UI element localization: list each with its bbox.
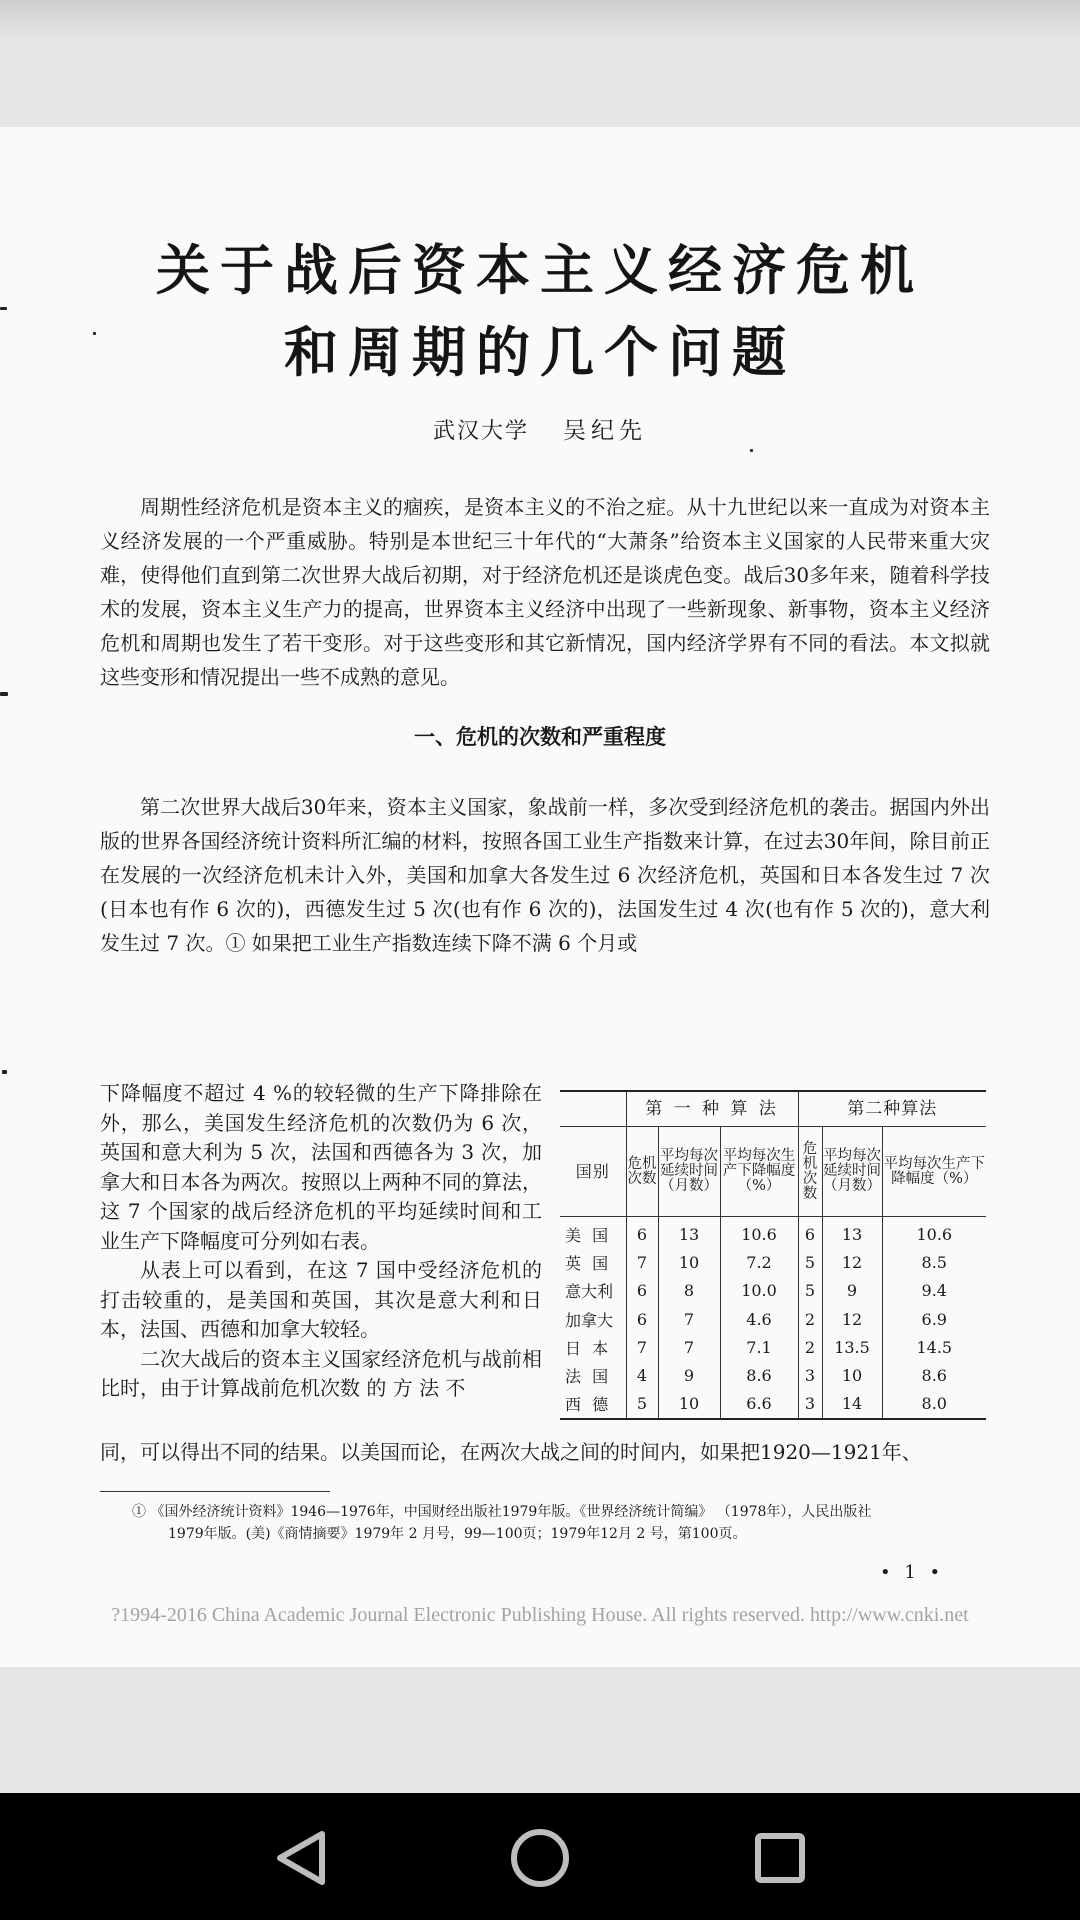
table-group-header: 第二种算法: [798, 1091, 986, 1127]
table-cell: 7: [658, 1305, 720, 1333]
author-line: [0, 412, 1080, 445]
table-cell: 8.6: [882, 1361, 986, 1389]
table-col-header: 危机次数: [626, 1127, 658, 1217]
android-nav-bar: [0, 1793, 1080, 1920]
article-title-line2: 和周期的几个问题: [284, 320, 796, 384]
table-cell: 10.6: [882, 1217, 986, 1249]
table-row: [560, 1217, 986, 1249]
table-cell: 8.5: [882, 1248, 986, 1276]
reader-toolbar: [0, 36, 1080, 126]
scan-speck: [0, 692, 8, 696]
table-cell: 6: [626, 1217, 658, 1249]
table-row: [560, 1277, 986, 1305]
left-col-paragraph: 下降幅度不超过 4 %的较轻微的生产下降排除在外，那么，美国发生经济危机的次数仍为 6 次，英国和意大利为 5 次，法国和西德各为 3 次，加拿大和日本各为两次。按照以上两种不同的算法，这 7 个国家的战后经济危机的平均延续时间和工业生产下降幅度可分列如右表。: [100, 1081, 542, 1253]
table-cell: 6: [626, 1305, 658, 1333]
article-title-line1: 关于战后资本主义经济危机: [156, 238, 924, 302]
table-col-header: 平均每次延续时间（月数）: [658, 1127, 720, 1217]
home-button[interactable]: [500, 1823, 580, 1893]
left-col-paragraph: 二次大战后的资本主义国家经济危机与战前相比时，由于计算战前危机次数 的 方 法 不: [100, 1346, 542, 1400]
table-cell: 5: [798, 1277, 822, 1305]
table-cell: 7: [626, 1333, 658, 1361]
table-cell: 2: [798, 1305, 822, 1333]
table-cell: 8.6: [720, 1361, 798, 1389]
author-affiliation: 武汉大学: [432, 419, 529, 444]
table-cell: 14: [822, 1390, 882, 1419]
home-circle-icon: [508, 1826, 572, 1890]
table-cell: 英 国: [560, 1248, 626, 1276]
table-cell: 美 国: [560, 1217, 626, 1249]
table-cell: 10: [822, 1361, 882, 1389]
table-row: [560, 1333, 986, 1361]
table-col-header: 平均每次生产下降幅度（%）: [882, 1127, 986, 1217]
table-cell: 10: [658, 1248, 720, 1276]
table-col-header: 平均每次生产下降幅度（%）: [720, 1127, 798, 1217]
table-cell: 13.5: [822, 1333, 882, 1361]
table-row: [560, 1361, 986, 1389]
table-cell: 4: [626, 1361, 658, 1389]
table-cell: 12: [822, 1305, 882, 1333]
table-cell: 日 本: [560, 1333, 626, 1361]
table-cell: 5: [626, 1390, 658, 1419]
author-name: 吴纪先: [563, 418, 647, 444]
table-group-header: 第 一 种 算 法: [626, 1091, 798, 1127]
copyright-watermark: ?1994-2016 China Academic Journal Electronic Publishing House. All rights reserved. http://www.cnki.net: [111, 1604, 969, 1626]
footnote-divider: [100, 1491, 330, 1492]
table-cell: 6.6: [720, 1390, 798, 1419]
table-cell: 意大利: [560, 1277, 626, 1305]
left-col-paragraph: 从表上可以看到，在这 7 国中受经济危机的打击较重的，是美国和英国，其次是意大利和日本，法国、西德和加拿大较轻。: [100, 1258, 542, 1341]
left-column-text: [100, 1079, 542, 1404]
recents-square-icon: [750, 1828, 810, 1888]
table-col-header: 平均每次延续时间（月数）: [822, 1127, 882, 1217]
table-cell: 5: [798, 1248, 822, 1276]
recents-button[interactable]: [740, 1823, 820, 1893]
table-cell: 7.2: [720, 1248, 798, 1276]
footnote-line: ① 《国外经济统计资料》1946—1976年，中国财经出版社1979年版。《世界经济统计简编》 （1978年），人民出版社: [132, 1504, 872, 1520]
section-heading: 一、危机的次数和严重程度: [414, 725, 666, 749]
table-cell: 13: [822, 1217, 882, 1249]
table-col-header: 国别: [560, 1127, 626, 1217]
table-cell: 9.4: [882, 1277, 986, 1305]
table-cell: 4.6: [720, 1305, 798, 1333]
table-cell: 10: [658, 1390, 720, 1419]
table-cell: 9: [658, 1361, 720, 1389]
footnote-line: 1979年版。(美)《商情摘要》1979年 2 月号，99—100页；1979年12月 2 号，第100页。: [168, 1526, 747, 1542]
back-triangle-icon: [272, 1828, 328, 1888]
scan-speck: [2, 1070, 7, 1074]
table-cell: 2: [798, 1333, 822, 1361]
back-button[interactable]: [260, 1823, 340, 1893]
table-corner: [560, 1091, 626, 1127]
table-cell: 6: [798, 1217, 822, 1249]
table-cell: 7: [626, 1248, 658, 1276]
table-cell: 8: [658, 1277, 720, 1305]
table-cell: 7.1: [720, 1333, 798, 1361]
intro-paragraph: 周期性经济危机是资本主义的痼疾，是资本主义的不治之症。从十九世纪以来一直成为对资本主义经济发展的一个严重威胁。特别是本世纪三十年代的“大萧条”给资本主义国家的人民带来重大灾难，使得他们直到第二次世界大战后初期，对于经济危机还是谈虎色变。战后30多年来，随着科学技术的发展，资本主义生产力的提高，世界资本主义经济中出现了一些新现象、新事物，资本主义经济危机和周期也发生了若干变形。对于这些变形和其它新情况，国内经济学界有不同的看法。本文拟就这些变形和情况提出一些不成熟的意见。: [100, 495, 990, 689]
table-cell: 3: [798, 1390, 822, 1419]
page-number: • 1 •: [880, 1562, 945, 1583]
scan-speck: [750, 449, 753, 452]
table-cell: 10.0: [720, 1277, 798, 1305]
table-cell: 12: [822, 1248, 882, 1276]
table-cell: 西 德: [560, 1390, 626, 1419]
table-cell: 6.9: [882, 1305, 986, 1333]
table-cell: 法 国: [560, 1361, 626, 1389]
footnote: [132, 1501, 987, 1545]
table-row: [560, 1390, 986, 1419]
table-cell: 9: [822, 1277, 882, 1305]
table-cell: 7: [658, 1333, 720, 1361]
body-paragraph: 第二次世界大战后30年来，资本主义国家，象战前一样，多次受到经济危机的袭击。据国内外出版的世界各国经济统计资料所汇编的材料，按照各国工业生产指数来计算，在过去30年间，除目前正在发展的一次经济危机未计入外，美国和加拿大各发生过 6 次经济危机，英国和日本各发生过 7 次(日本也有作 6 次的)，西德发生过 5 次(也有作 6 次的)，法国发生过 4 次(也有作 5 次的)，意大利发生过 7 次。① 如果把工业生产指数连续下降不满 6 个月或: [100, 795, 990, 955]
table-cell: 3: [798, 1361, 822, 1389]
table-cell: 6: [626, 1277, 658, 1305]
table-row: [560, 1248, 986, 1276]
table-cell: 14.5: [882, 1333, 986, 1361]
status-bar: [0, 0, 1080, 36]
table-cell: 8.0: [882, 1390, 986, 1419]
table-cell: 10.6: [720, 1217, 798, 1249]
table-cell: 13: [658, 1217, 720, 1249]
table-col-header: 危机次数: [798, 1127, 822, 1217]
table-row: [560, 1305, 986, 1333]
table-cell: 加拿大: [560, 1305, 626, 1333]
crisis-data-table: [560, 1090, 986, 1420]
body-paragraph-continued: 同，可以得出不同的结果。以美国而论，在两次大战之间的时间内，如果把1920—1921年、: [100, 1440, 922, 1464]
